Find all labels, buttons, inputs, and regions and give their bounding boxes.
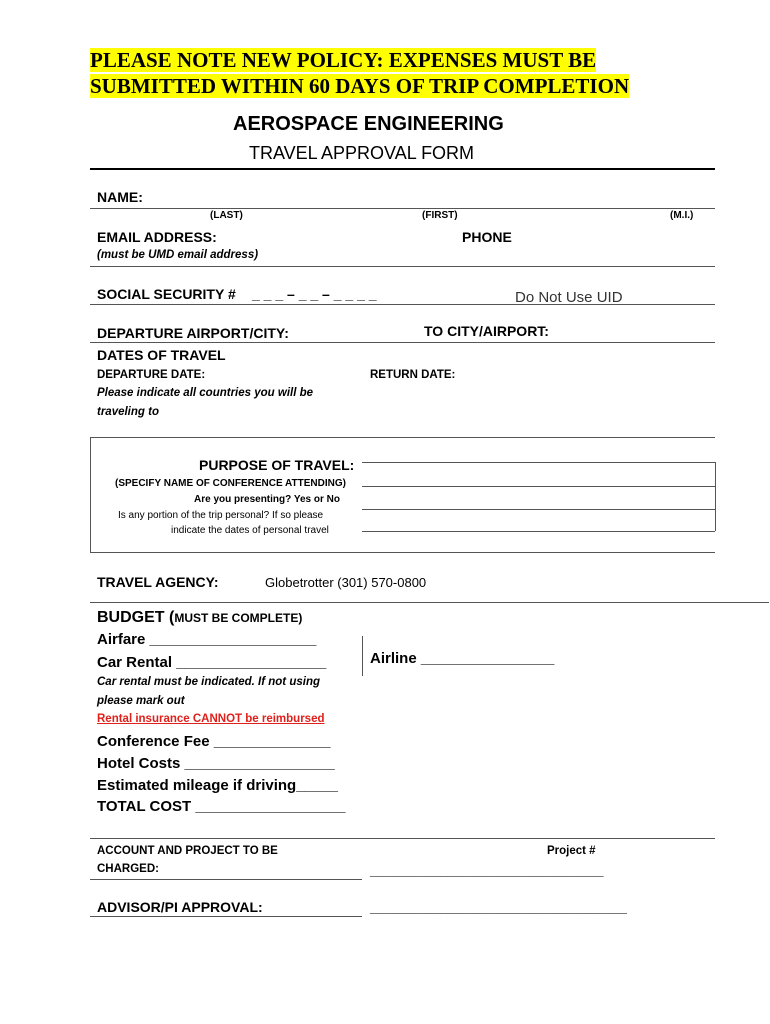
countries-note-line-1: Please indicate all countries you will be <box>97 387 314 399</box>
policy-notice-line-1: PLEASE NOTE NEW POLICY: EXPENSES MUST BE <box>90 48 597 72</box>
personal-trip-question-2: indicate the dates of personal travel <box>171 525 329 536</box>
middle-initial-caption: (M.I.) <box>670 210 694 221</box>
agency-rule <box>90 602 769 603</box>
purpose-box-left <box>90 437 91 552</box>
budget-heading-rest: MUST BE COMPLETE) <box>174 611 303 625</box>
project-number-field[interactable]: ______________________________ <box>370 862 604 878</box>
ssn-mask[interactable]: _ _ _ – _ _ – _ _ _ _ <box>252 286 377 302</box>
account-label-line-1: ACCOUNT AND PROJECT TO BE <box>97 845 278 857</box>
email-label: EMAIL ADDRESS: <box>97 229 217 245</box>
advisor-signature-field[interactable]: _________________________________ <box>370 899 627 915</box>
departure-airport-label: DEPARTURE AIRPORT/CITY: <box>97 325 289 341</box>
purpose-line-4[interactable] <box>362 531 715 532</box>
budget-heading-main: BUDGET ( <box>97 609 175 626</box>
dates-heading: DATES OF TRAVEL <box>97 347 226 363</box>
personal-trip-question-1: Is any portion of the trip personal? If so please <box>118 510 324 521</box>
hotel-costs-field[interactable]: Hotel Costs __________________ <box>97 755 335 772</box>
presenting-question: Are you presenting? Yes or No <box>194 494 340 505</box>
rental-insurance-warning: Rental insurance CANNOT be reimbursed <box>97 713 325 725</box>
name-label: NAME: <box>97 189 143 205</box>
policy-notice-line-2: SUBMITTED WITHIN 60 DAYS OF TRIP COMPLETION <box>90 74 630 98</box>
car-rental-note-2: please mark out <box>97 695 185 707</box>
department-title: AEROSPACE ENGINEERING <box>233 113 504 135</box>
ssn-label: SOCIAL SECURITY # <box>97 286 236 302</box>
total-cost-field[interactable]: TOTAL COST __________________ <box>97 798 346 815</box>
countries-note-line-2: traveling to <box>97 406 159 418</box>
purpose-line-1[interactable] <box>362 462 715 463</box>
advisor-approval-rule <box>90 916 362 917</box>
email-phone-field[interactable] <box>90 266 715 267</box>
header-rule <box>90 168 715 170</box>
purpose-box-bottom <box>90 552 715 553</box>
departure-date-label: DEPARTURE DATE: <box>97 369 206 381</box>
car-rental-field[interactable]: Car Rental __________________ <box>97 654 327 671</box>
last-name-caption: (LAST) <box>210 210 243 221</box>
travel-agency-label: TRAVEL AGENCY: <box>97 574 219 590</box>
airline-field[interactable]: Airline ________________ <box>370 650 555 667</box>
car-rental-note-1: Car rental must be indicated. If not using <box>97 676 320 688</box>
conference-fee-field[interactable]: Conference Fee ______________ <box>97 733 331 750</box>
account-label-line-2: CHARGED: <box>97 863 159 875</box>
purpose-box-top <box>90 437 715 438</box>
project-number-label: Project # <box>547 845 596 857</box>
airfare-field[interactable]: Airfare ____________________ <box>97 631 317 648</box>
form-title: TRAVEL APPROVAL FORM <box>249 143 475 163</box>
first-name-caption: (FIRST) <box>422 210 458 221</box>
phone-label: PHONE <box>462 229 512 245</box>
account-rule <box>90 838 715 839</box>
purpose-lines-right <box>715 462 716 531</box>
destination-airport-label: TO CITY/AIRPORT: <box>424 323 549 339</box>
ssn-uid-note: Do Not Use UID <box>515 289 623 306</box>
ssn-rule <box>90 304 715 305</box>
purpose-line-2[interactable] <box>362 486 715 487</box>
budget-divider <box>362 636 363 676</box>
budget-heading <box>97 609 302 627</box>
travel-agency-value: Globetrotter (301) 570-0800 <box>265 575 427 590</box>
return-date-label: RETURN DATE: <box>370 369 456 381</box>
name-field[interactable] <box>90 208 715 209</box>
estimated-mileage-field[interactable]: Estimated mileage if driving_____ <box>97 777 338 794</box>
email-note: (must be UMD email address) <box>97 249 259 261</box>
advisor-approval-label: ADVISOR/PI APPROVAL: <box>97 899 263 915</box>
purpose-line-3[interactable] <box>362 509 715 510</box>
purpose-label: PURPOSE OF TRAVEL: <box>199 457 355 473</box>
policy-notice <box>90 47 629 99</box>
airports-field[interactable] <box>90 342 715 343</box>
account-field[interactable] <box>90 879 362 880</box>
purpose-specify-note: (SPECIFY NAME OF CONFERENCE ATTENDING) <box>115 478 346 489</box>
